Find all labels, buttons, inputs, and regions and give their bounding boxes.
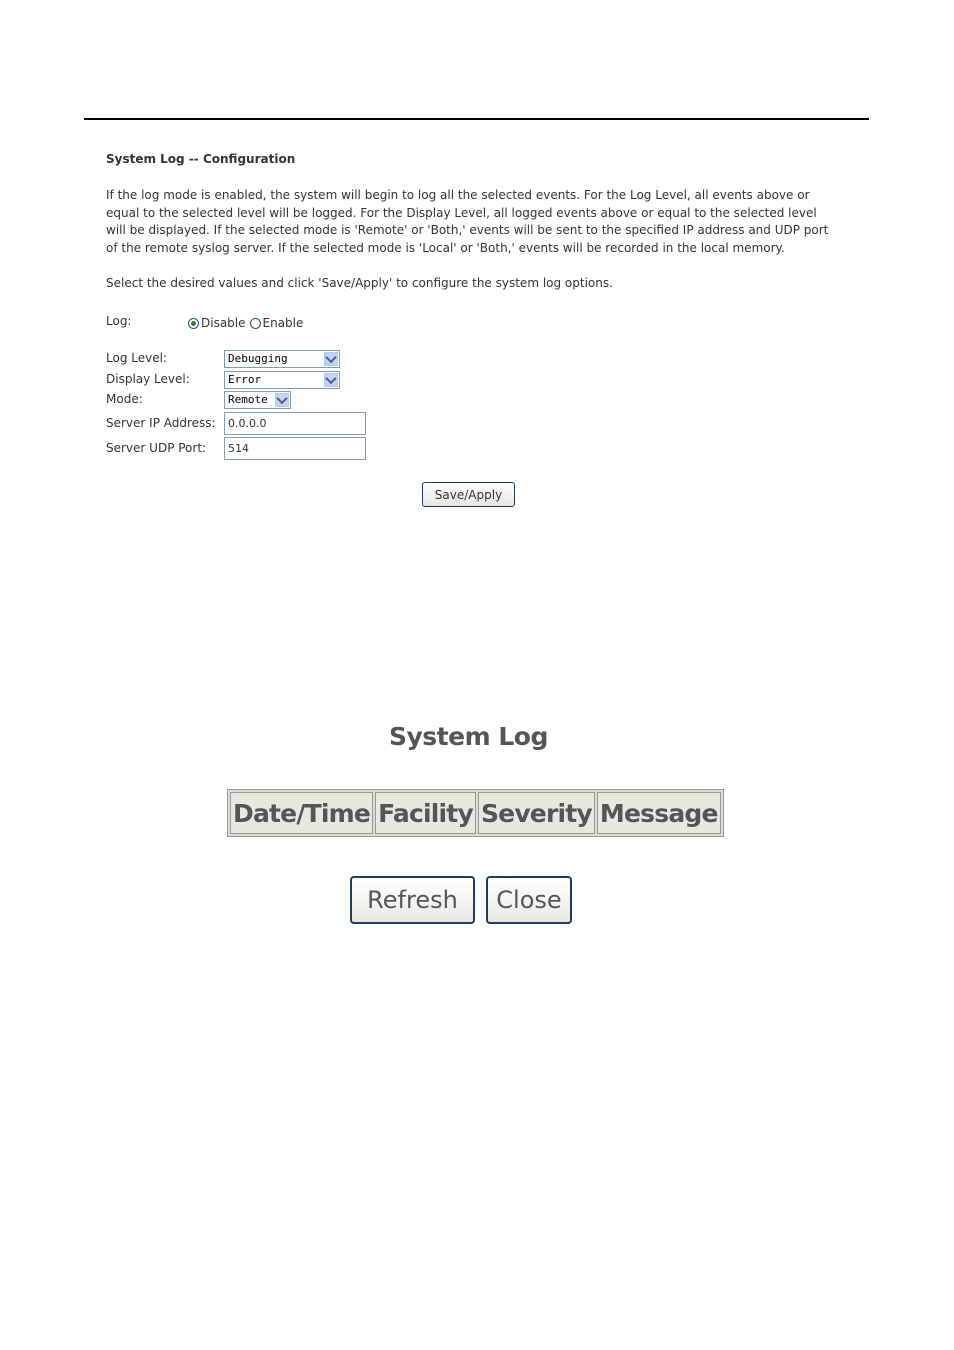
chevron-down-icon[interactable] [324, 352, 338, 366]
mode-value: Remote [228, 393, 268, 406]
table-header-row [230, 792, 721, 834]
column-facility: Facility [375, 792, 476, 834]
config-description: If the log mode is enabled, the system will begin to log all the selected events. For the Log Level, all events above or equal to the selected level will be logged. For the Display Level, all logged events above or equal to the selected level will be displayed. If the selected mode is 'Remote' or 'Both,' events will be sent to the specified IP address and UDP port of the remote syslog server. If the selected mode is 'Local' or 'Both,' events will be recorded in the local memory. [106, 188, 829, 255]
log-label: Log: [106, 314, 132, 328]
config-title: System Log -- Configuration [106, 152, 296, 166]
display-level-value: Error [228, 373, 262, 386]
display-level-select[interactable] [224, 371, 340, 389]
config-hint: Select the desired values and click 'Save/Apply' to configure the system log options. [106, 276, 613, 290]
log-level-value: Debugging [228, 352, 288, 365]
server-ip-label: Server IP Address: [106, 416, 216, 430]
log-level-select[interactable] [224, 350, 340, 368]
mode-select[interactable] [224, 391, 291, 409]
column-message: Message [597, 792, 721, 834]
log-level-label: Log Level: [106, 351, 167, 365]
log-disable-radio[interactable] [188, 318, 199, 329]
log-disable-label: Disable [201, 316, 246, 330]
column-date-time: Date/Time [230, 792, 373, 834]
save-apply-button[interactable]: Save/Apply [422, 482, 515, 507]
server-port-input[interactable]: 514 [224, 437, 366, 460]
chevron-down-icon[interactable] [324, 373, 338, 387]
log-enable-radio[interactable] [250, 318, 261, 329]
close-button[interactable]: Close [486, 876, 572, 924]
syslog-table [227, 789, 724, 837]
mode-label: Mode: [106, 392, 143, 406]
server-port-label: Server UDP Port: [106, 441, 207, 455]
header-rule [84, 118, 869, 120]
log-enable-label: Enable [262, 316, 304, 330]
column-severity: Severity [478, 792, 595, 834]
chevron-down-icon[interactable] [275, 393, 289, 407]
server-ip-input[interactable]: 0.0.0.0 [224, 412, 366, 435]
display-level-label: Display Level: [106, 372, 190, 386]
log-radio-group [188, 316, 307, 330]
refresh-button[interactable]: Refresh [350, 876, 475, 924]
syslog-title: System Log [389, 722, 548, 751]
